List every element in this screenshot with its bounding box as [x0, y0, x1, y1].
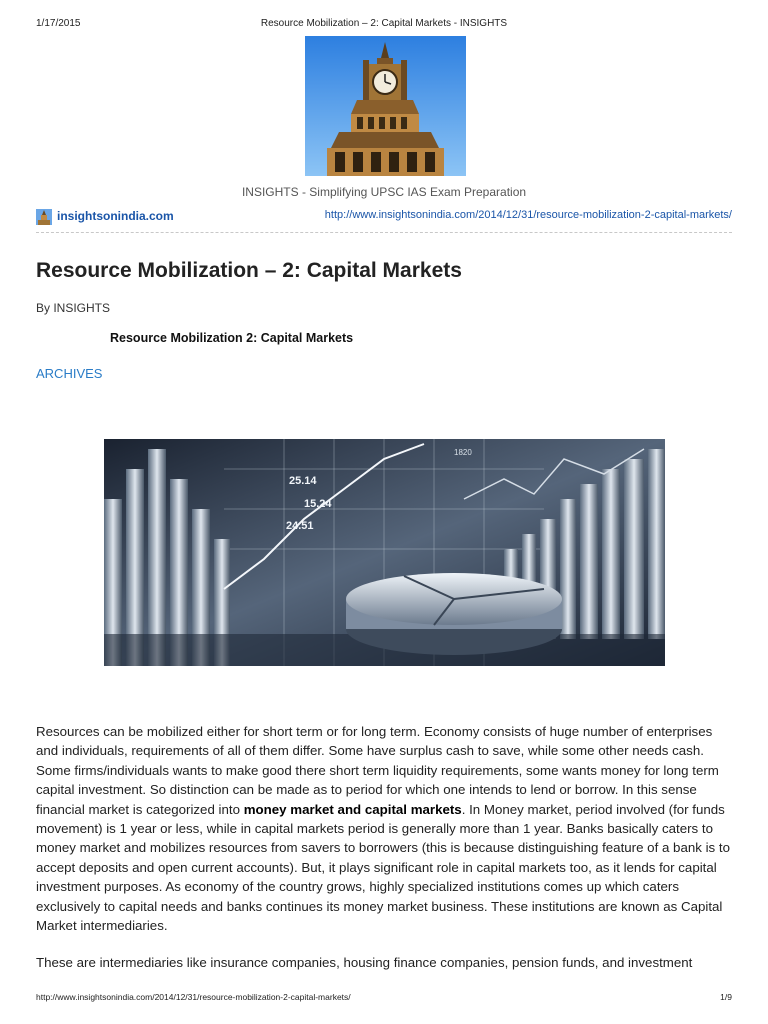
- source-url-link[interactable]: http://www.insightsonindia.com/2014/12/31/resource-mobilization-2-capital-markets/: [324, 209, 732, 221]
- print-page-number: 1/9: [720, 992, 732, 1002]
- site-name-link[interactable]: insightsonindia.com: [57, 209, 174, 223]
- print-page-title: Resource Mobilization – 2: Capital Markets - INSIGHTS: [260, 18, 508, 29]
- site-tagline: INSIGHTS - Simplifying UPSC IAS Exam Preparation: [241, 185, 527, 199]
- source-row: [36, 208, 732, 228]
- print-footer: [0, 992, 768, 1004]
- hero-label-2: 15.24: [304, 498, 332, 510]
- masthead-clock-tower-image: [305, 36, 466, 176]
- hero-label-1: 25.14: [289, 475, 317, 487]
- article-paragraph-1: [36, 722, 734, 935]
- print-date: 1/17/2015: [36, 18, 81, 29]
- paragraph-1-bold-term: money market and capital markets: [243, 801, 462, 817]
- header-divider: [36, 232, 732, 233]
- paragraph-1-text-a: Resources can be mobilized either for short term or for long term. Economy consists of huge number of enterprises and individuals, requirements of all of them differ. Some have surplus cash to save, while some other needs cash. Some firms/individuals wants to make good there short term liquidity requirements, some wants money for long term capital investment. So distinction can be made as to period for which one intends to lend or borrow. In this sense financial market is categorized into: [36, 724, 719, 817]
- article-title: Resource Mobilization – 2: Capital Markets: [36, 259, 462, 282]
- print-footer-url: http://www.insightsonindia.com/2014/12/31/resource-mobilization-2-capital-markets/: [36, 992, 351, 1002]
- print-header: [0, 18, 768, 32]
- paragraph-1-text-b: . In Money market, period involved (for funds movement) is 1 year or less, while in capital markets period is generally more than 1 year. Banks basically caters to money market and mobilizes resources from savers to borrowers (this is because distinguishing feature of a bank is to accept deposits and open current accounts). But, it plays significant role in capital markets too, as it lends for capital investment purposes. As economy of the country grows, highly specialized institutions comes up which caters exclusively to capital needs and banks continues its money market business. These institutions are known as Capital Market intermediaries.: [36, 801, 730, 934]
- hero-label-4: 1820: [454, 448, 472, 457]
- site-favicon-icon: [36, 209, 52, 225]
- article-subtitle: Resource Mobilization 2: Capital Markets: [110, 331, 354, 345]
- capital-markets-hero-image: [104, 439, 665, 666]
- article-byline: By INSIGHTS: [36, 301, 111, 315]
- hero-label-3: 24.51: [286, 520, 314, 532]
- article-paragraph-2: These are intermediaries like insurance companies, housing finance companies, pension funds, and investment: [36, 955, 693, 970]
- archives-link[interactable]: ARCHIVES: [36, 366, 103, 381]
